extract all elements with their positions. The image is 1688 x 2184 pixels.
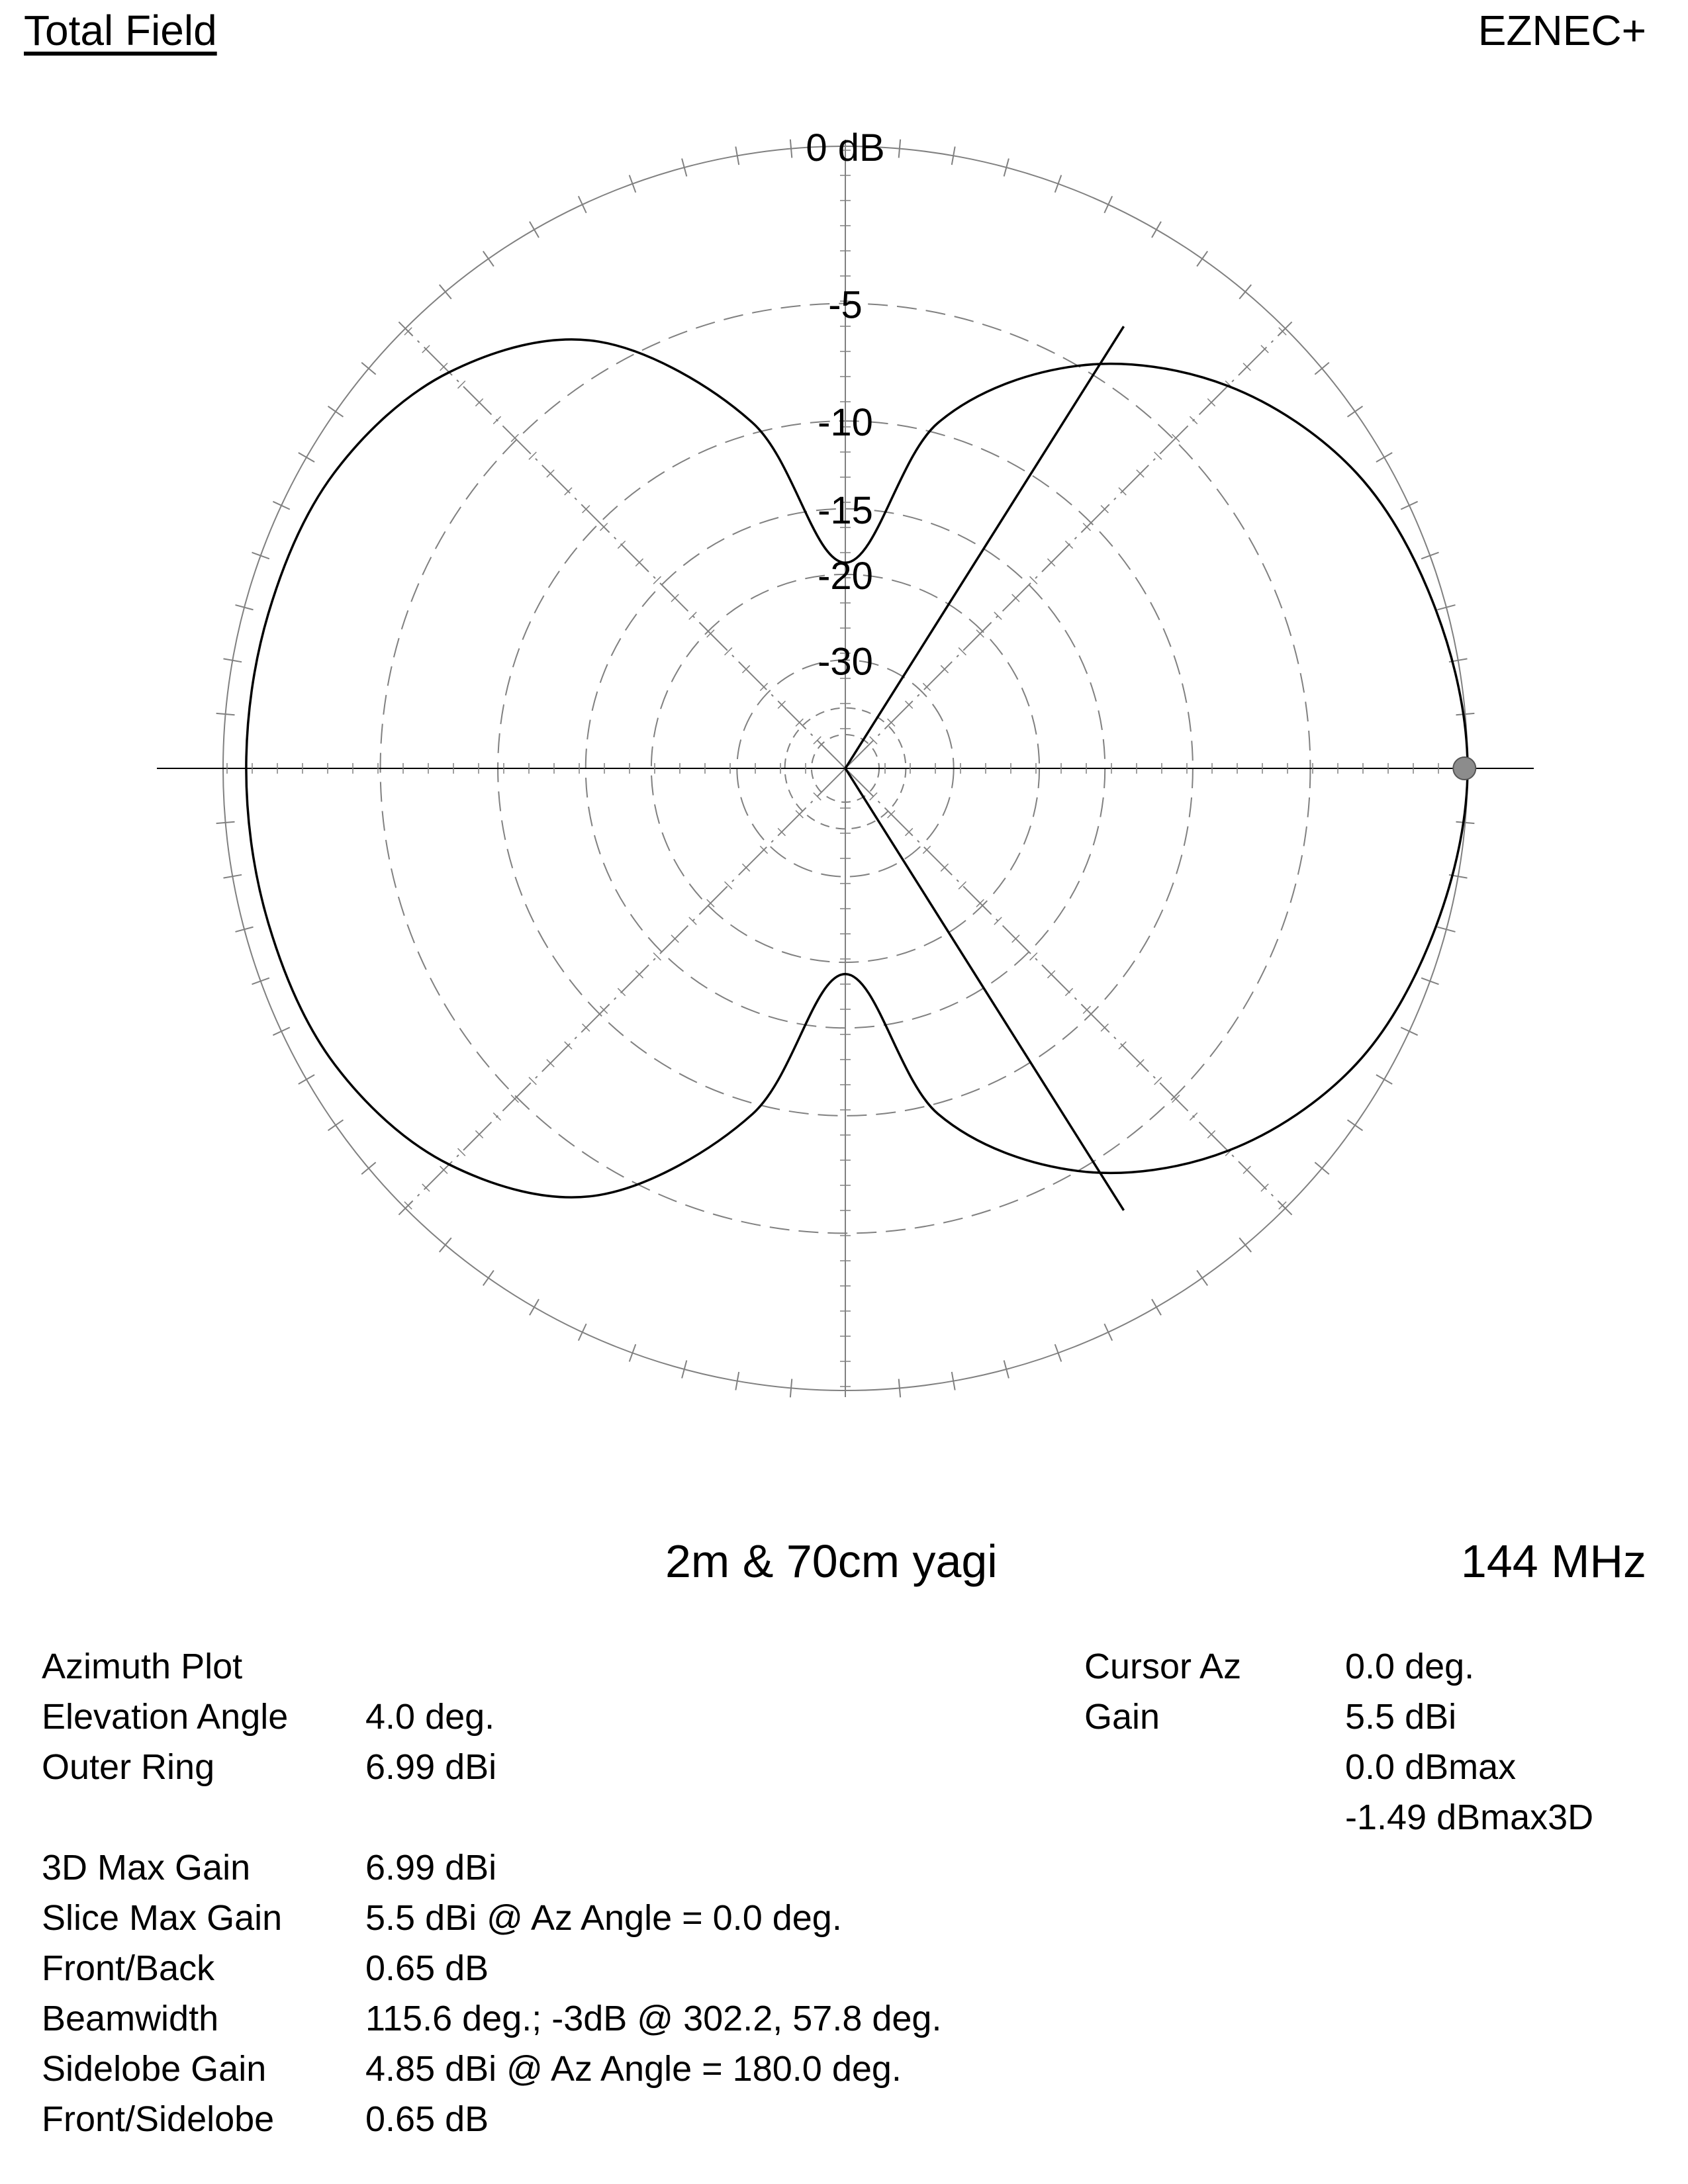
cursor-label: Cursor Az <box>1084 1647 1242 1686</box>
outer-tick <box>1239 1238 1251 1251</box>
outer-tick <box>1239 285 1251 298</box>
info-label: Sidelobe Gain <box>42 2049 267 2089</box>
ring-label: -15 <box>818 488 873 532</box>
outer-tick <box>1197 1271 1207 1286</box>
program-name: EZNEC+ <box>1477 7 1646 54</box>
outer-tick <box>1348 406 1363 417</box>
outer-tick <box>579 1324 586 1340</box>
outer-tick <box>1456 822 1474 823</box>
outer-tick <box>440 285 451 298</box>
plot-type-title: Total Field <box>24 7 217 54</box>
axis-tick <box>994 917 1002 925</box>
outer-tick <box>630 1344 636 1361</box>
outer-tick <box>1456 713 1474 715</box>
frequency-label: 144 MHz <box>1460 1535 1646 1587</box>
outer-tick <box>899 140 900 158</box>
outer-tick <box>630 175 636 193</box>
outer-tick <box>1152 222 1161 238</box>
outer-tick <box>1315 363 1329 375</box>
info-left-values <box>365 1641 941 2144</box>
info-label: Slice Max Gain <box>42 1898 283 1938</box>
ring-label: -20 <box>818 554 873 598</box>
cursor-value: 0.0 deg. <box>1345 1647 1475 1686</box>
ring-label: -10 <box>818 401 873 445</box>
outer-tick <box>1315 1162 1329 1174</box>
outer-tick <box>216 713 235 715</box>
grid-spoke <box>405 768 845 1208</box>
info-label: Azimuth Plot <box>42 1647 243 1686</box>
info-value: 6.99 dBi <box>365 1747 497 1787</box>
outer-tick <box>361 363 375 375</box>
outer-tick <box>1401 502 1417 510</box>
cursor-value: 0.0 dBmax <box>1345 1747 1517 1787</box>
outer-tick <box>273 1027 289 1035</box>
outer-tick <box>328 1120 344 1130</box>
cursor-values <box>1345 1641 1593 1843</box>
axis-tick <box>1190 1113 1197 1120</box>
info-value: 4.85 dBi @ Az Angle = 180.0 deg. <box>365 2049 902 2089</box>
outer-tick <box>299 453 314 462</box>
outer-tick <box>1197 251 1207 267</box>
cursor-value: -1.49 dBmax3D <box>1345 1797 1594 1837</box>
cursor-label: Gain <box>1084 1697 1160 1737</box>
outer-tick <box>361 1162 375 1174</box>
ring-label: -30 <box>818 640 873 684</box>
outer-tick <box>252 553 269 559</box>
info-label: Outer Ring <box>42 1747 215 1787</box>
outer-tick <box>790 1379 792 1397</box>
info-left-labels <box>42 1641 288 2144</box>
cursor-value: 5.5 dBi <box>1345 1697 1457 1737</box>
outer-tick <box>790 140 792 158</box>
chart-title: 2m & 70cm yagi <box>665 1535 998 1587</box>
grid-spoke <box>845 328 1286 768</box>
outer-tick <box>1376 453 1392 462</box>
outer-tick <box>1104 196 1112 212</box>
info-label: 3D Max Gain <box>42 1848 251 1888</box>
outer-tick <box>1055 175 1062 193</box>
cursor-labels <box>1084 1641 1241 1742</box>
axis-tick <box>689 612 696 619</box>
info-value: 5.5 dBi @ Az Angle = 0.0 deg. <box>365 1898 842 1938</box>
grid-spoke <box>845 768 1286 1208</box>
outer-tick <box>1104 1324 1112 1340</box>
outer-tick <box>899 1379 900 1397</box>
info-label: Elevation Angle <box>42 1697 289 1737</box>
outer-tick <box>1152 1299 1161 1315</box>
outer-tick <box>530 1299 539 1315</box>
outer-tick <box>1348 1120 1363 1130</box>
ring-label: 0 dB <box>806 126 885 169</box>
info-value: 0.65 dB <box>365 2099 489 2139</box>
outer-tick <box>1421 978 1438 985</box>
outer-tick <box>1376 1075 1392 1084</box>
info-value: 4.0 deg. <box>365 1697 495 1737</box>
outer-tick <box>299 1075 314 1084</box>
outer-tick <box>1055 1344 1062 1361</box>
outer-tick <box>440 1238 451 1251</box>
ring-label: -5 <box>828 283 863 327</box>
axis-tick <box>493 1113 500 1120</box>
outer-tick <box>1421 553 1438 559</box>
info-label: Beamwidth <box>42 1999 219 2038</box>
outer-tick <box>579 196 586 212</box>
outer-tick <box>273 502 289 510</box>
info-value: 0.65 dB <box>365 1948 489 1988</box>
info-value: 115.6 deg.; -3dB @ 302.2, 57.8 deg. <box>365 1999 942 2038</box>
info-label: Front/Sidelobe <box>42 2099 275 2139</box>
outer-tick <box>216 822 235 823</box>
outer-tick <box>483 251 494 267</box>
outer-tick <box>483 1271 494 1286</box>
outer-tick <box>252 978 269 985</box>
info-label: Front/Back <box>42 1948 215 1988</box>
info-value: 6.99 dBi <box>365 1848 497 1888</box>
outer-tick <box>328 406 344 417</box>
outer-tick <box>1401 1027 1417 1035</box>
cursor-marker <box>1453 757 1476 780</box>
outer-tick <box>530 222 539 238</box>
axis-tick <box>493 416 500 424</box>
grid-spoke <box>405 328 845 768</box>
